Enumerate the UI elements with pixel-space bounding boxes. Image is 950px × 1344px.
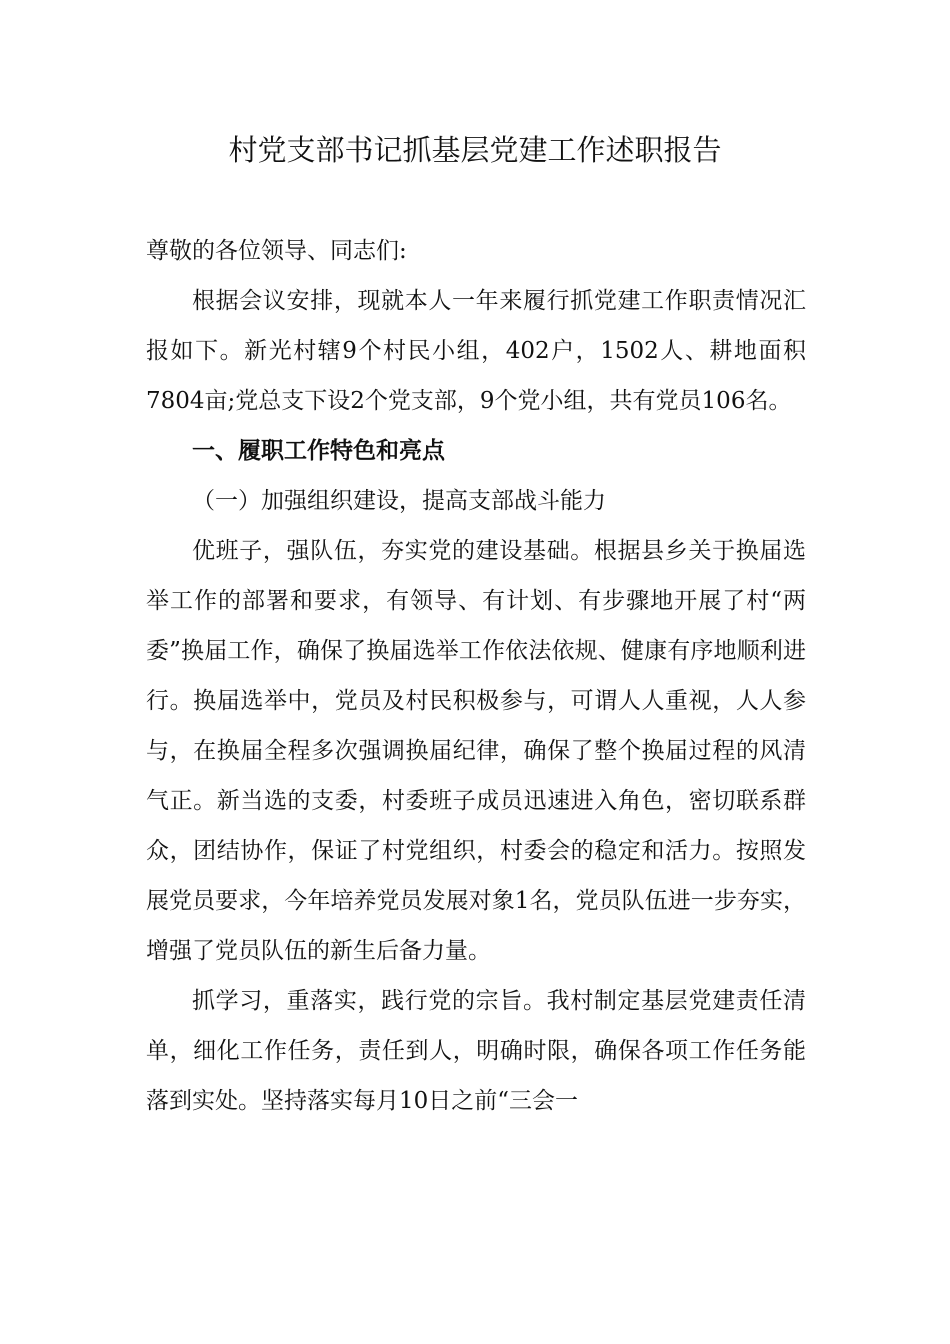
salutation: 尊敬的各位领导、同志们: (146, 238, 407, 264)
body-paragraph: 抓学习，重落实，践行党的宗旨。我村制定基层党建责任清单，细化工作任务，责任到人，明确时限，确保各项工作任务能落到实处。坚持落实每月10日之前“三会一 (146, 988, 806, 1114)
document-title: 村党支部书记抓基层党建工作述职报告 (228, 133, 722, 167)
section-heading: 一、履职工作特色和亮点 (192, 437, 445, 464)
body-paragraph: 优班子，强队伍，夯实党的建设基础。根据县乡关于换届选举工作的部署和要求，有领导、有计划、有步骤地开展了村“两委”换届工作，确保了换届选举工作依法依规、健康有序地顺利进行。换届选举中，党员及村民积极参与，可谓人人重视，人人参与，在换届全程多次强调换届纪律，确保了整个换届过程的风清气正。新当选的支委，村委班子成员迅速进入角色，密切联系群众，团结协作，保证了村党组织，村委会的稳定和活力。按照发展党员要求，今年培养党员发展对象1名，党员队伍进一步夯实，增强了党员队伍的新生后备力量。 (146, 538, 806, 964)
document-body (146, 226, 806, 1126)
intro-paragraph: 根据会议安排，现就本人一年来履行抓党建工作职责情况汇报如下。新光村辖9个村民小组，402户，1502人、耕地面积7804亩;党总支下设2个党支部，9个党小组，共有党员106名。 (146, 288, 806, 414)
subsection-heading: （一）加强组织建设，提高支部战斗能力 (192, 488, 606, 514)
